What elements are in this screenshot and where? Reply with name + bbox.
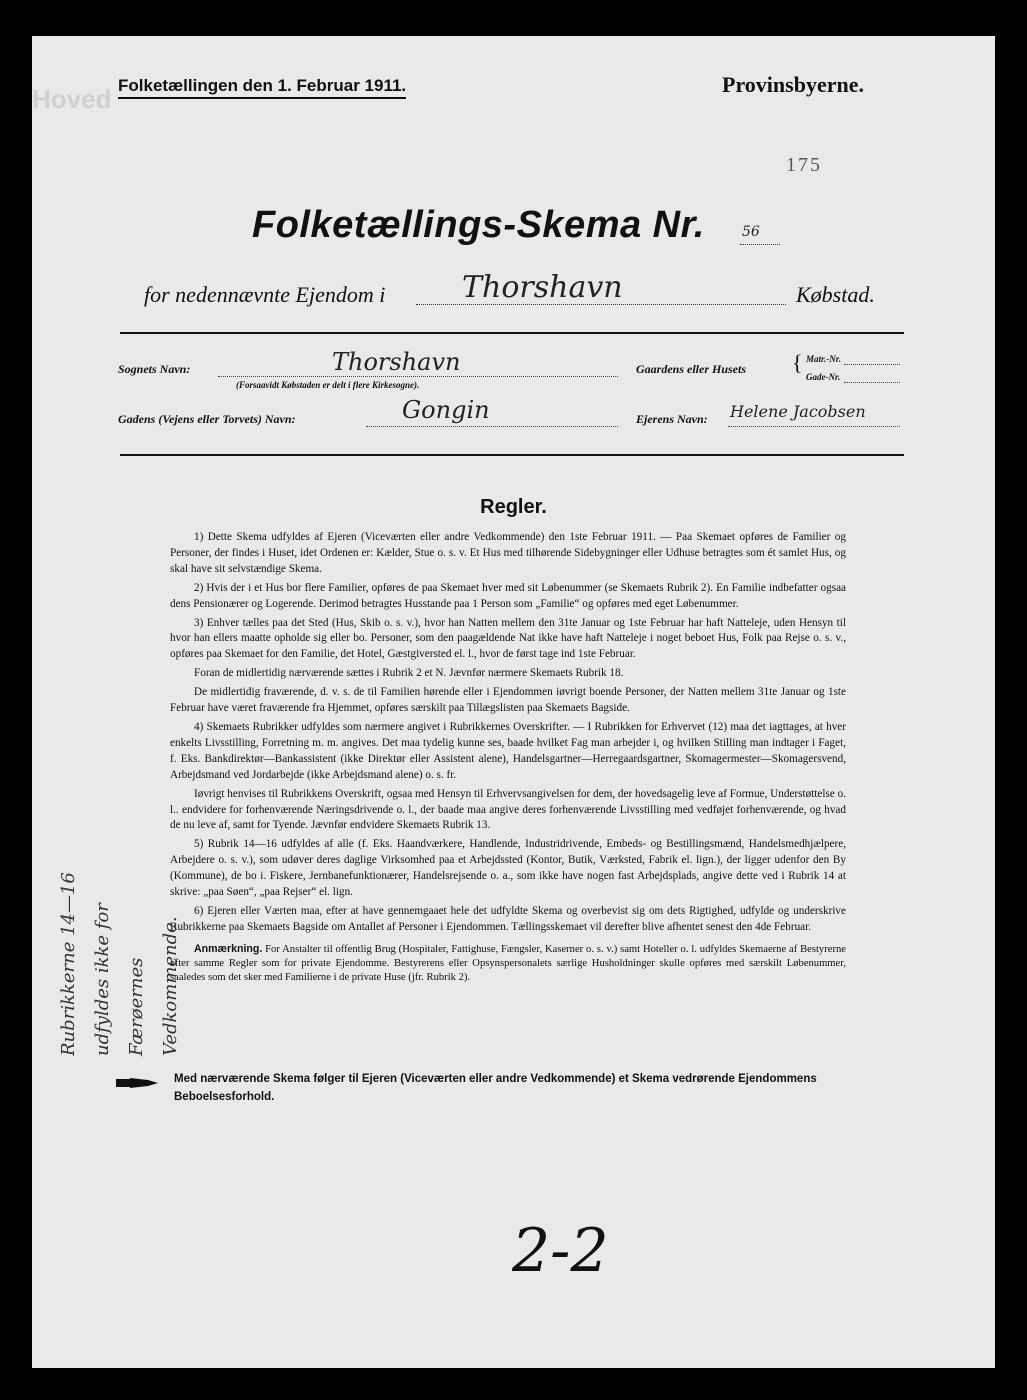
side-note-line-2: udfyldes ikke for — [92, 903, 113, 1056]
owner-label: Ejerens Navn: — [636, 412, 708, 426]
pointing-hand-icon — [116, 1076, 158, 1090]
note-label: Anmærkning. — [194, 942, 263, 955]
parish-label: Sognets Navn: — [118, 362, 191, 376]
parish-fill-line — [218, 376, 618, 377]
bottom-handwritten-number: 2-2 — [512, 1216, 609, 1286]
rule-6: 6) Ejeren eller Værten maa, efter at have gennemgaaet hele det udfyldte Skema og overbevist sig om dets Rigtighed, udfylde og underskrive Rubrikkerne paa Skemaets Bagside om Antallet af Personer i Ejendommen. Tællingsskemaet vil derefter blive afhentet senest den 4de Februar. — [170, 904, 846, 933]
owner-handwritten: Helene Jacobsen — [730, 402, 866, 421]
parish-handwritten: Thorshavn — [332, 348, 461, 376]
census-form-page — [32, 36, 995, 1368]
region-header: Provinsbyerne. — [722, 72, 864, 97]
divider-bottom — [120, 454, 904, 456]
census-header: Folketællingen den 1. Februar 1911. — [118, 76, 406, 99]
matr-fill-line — [844, 364, 900, 365]
divider-top — [120, 332, 904, 334]
rule-3c: De midlertidig fraværende, d. v. s. de til Familien hørende eller i Ejendommen iøvrigt boende Personer, der Natten mellem 31te Januar og 1ste Februar have været fraværende fra Hjemmet, opføres særskilt paa Tillægslisten paa Skemaets Bagside. — [170, 686, 846, 715]
street-label: Gadens (Vejens eller Torvets) Navn: — [118, 412, 296, 426]
owner-fill-line — [728, 426, 900, 427]
form-number-line — [740, 244, 780, 245]
form-title: Folketællings-Skema Nr. — [252, 204, 705, 246]
subtitle-suffix: Købstad. — [796, 282, 875, 307]
matr-label: Matr.-Nr. — [806, 354, 842, 364]
note-text: For Anstalter til offentlig Brug (Hospitaler, Fattighuse, Fængsler, Kaserner o. s. v.) samt Hoteller o. l. udfyldes Skemaerne af Bestyrerne efter samme Regler som for private Ejendomme. Bestyrerens eller Opsynspersonalets særlige Husholdninger skulle opføres med særskilt Løbenummer, saaledes som det sker med Familierne i de private Huse (jfr. Rubrik 2). — [170, 943, 846, 983]
rule-1: 1) Dette Skema udfyldes af Ejeren (Viceværten eller andre Vedkommende) den 1ste Februar 1911. — Paa Skemaet opføres de Familier og Personer, der findes i Huset, idet Ordenen er: Kælder, Stue o. s. v. Et Hus med tilhørende Sidebygninger eller Udhuse betragtes som ét samlet Hus, og skal have sit selvstændige Skema. — [170, 531, 846, 575]
house-label: Gaardens eller Husets — [636, 362, 747, 376]
city-handwritten: Thorshavn — [462, 270, 623, 305]
parish-note: (Forsaavidt Købstaden er delt i flere Kirkesogne). — [236, 380, 420, 390]
rules-title: Regler. — [480, 496, 547, 518]
subtitle-prefix: for nedennævnte Ejendom i — [144, 282, 386, 307]
side-handwritten-note — [52, 836, 181, 1056]
note — [170, 942, 846, 985]
gade-nr-label: Gade-Nr. — [806, 372, 841, 382]
bleed-through-text: Hoved — [32, 84, 112, 114]
footer-note: Med nærværende Skema følger til Ejeren (Viceværten eller andre Vedkommende) et Skema vedrørende Ejendommens Beboelsesforhold. — [174, 1073, 817, 1103]
rule-3b: Foran de midlertidig nærværende sættes i Rubrik 2 et N. Jævnfør nærmere Skemaets Rubrik 18. — [194, 667, 624, 680]
form-number-handwritten: 56 — [742, 224, 760, 240]
side-note-line-3: Færøernes Vedkommende. — [126, 916, 181, 1056]
rules-body — [170, 530, 846, 988]
rule-5: 5) Rubrik 14—16 udfyldes af alle (f. Eks. Haandværkere, Handlende, Industridrivende, Embeds- og Bestillingsmænd, Handelsmedhjælpere, Arbejdere o. s. v.), som udøver deres daglige Virksomhed paa et Arbejdssted (Kontor, Butik, Værksted, Fabrik el. lign.), der ligger udenfor den By (Kommune), de bo i. Fiskere, Jernbanefunktionærer, Handelsrejsende o. a., som ikke have nogen fast Arbejdsplads, angive dette ved i Rubrik 14 at skrive: „paa Søen“, „paa Rejser“ el. lign. — [170, 838, 846, 899]
page-stamp-number: 175 — [786, 154, 822, 176]
rule-4b: Iøvrigt henvises til Rubrikkens Overskrift, ogsaa med Hensyn til Erhvervsangivelsen for dem, der hovedsagelig leve af Formue, Understøttelse o. l.. endvidere for forhenværende Næringsdrivende o. l., der baade maa angive deres forhenværende Livsstilling med vedføjet forhenværende, og hvad de nu leve af, samt for Tyende. Jævnfør endvidere Skemaets Rubrik 13. — [170, 787, 846, 832]
street-fill-line — [366, 426, 618, 427]
brace-icon: { — [792, 350, 803, 375]
street-handwritten: Gongin — [402, 396, 490, 424]
rule-3: 3) Enhver tælles paa det Sted (Hus, Skib o. s. v.), hvor han Natten mellem den 31te Januar og 1ste Februar har haft Natteleje, uden Hensyn til hvor han ellers maatte opholde sig eller bo. Personer, som den paagældende Nat ikke have haft Natteleje i noget beboet Hus, Folk paa Rejse o. s. v., opføres paa Skemaet for den Familie, det Hotel, Gæstgiversted el. l., hvor de først tage ind 1ste Februar. — [170, 616, 846, 661]
rule-2: 2) Hvis der i et Hus bor flere Familier, opføres de paa Skemaet hver med sit Løbenummer (se Skemaets Rubrik 2). En Familie indbefatter ogsaa dens Pensionærer og Logerende. Derimod betragtes Husstande paa 1 Person som „Familie“ og opføres med eget Løbenummer. — [170, 581, 846, 610]
side-note-line-1: Rubrikkerne 14—16 — [58, 872, 79, 1056]
rule-4: 4) Skemaets Rubrikker udfyldes som nærmere angivet i Rubrikkernes Overskrifter. — I Rubrikken for Erhvervet (12) maa det iagttages, at hver enkelts Livsstilling, Forretning m. m. angives. Det maa tydelig kunne ses, baade hvilket Fag man arbejder i, og hvilken Stilling man indtager i Faget, f. Eks. Bankdirektør—Bankassistent (ikke Direktør eller Assistent alene), Handelsgartner—Herregaardsgartner, Skomagermester—Skomagersvend, Arbejdsmand ved Jordarbejde (ikke Arbejdsmand alene) o. s. fr. — [170, 720, 846, 781]
gade-nr-fill-line — [844, 382, 900, 383]
